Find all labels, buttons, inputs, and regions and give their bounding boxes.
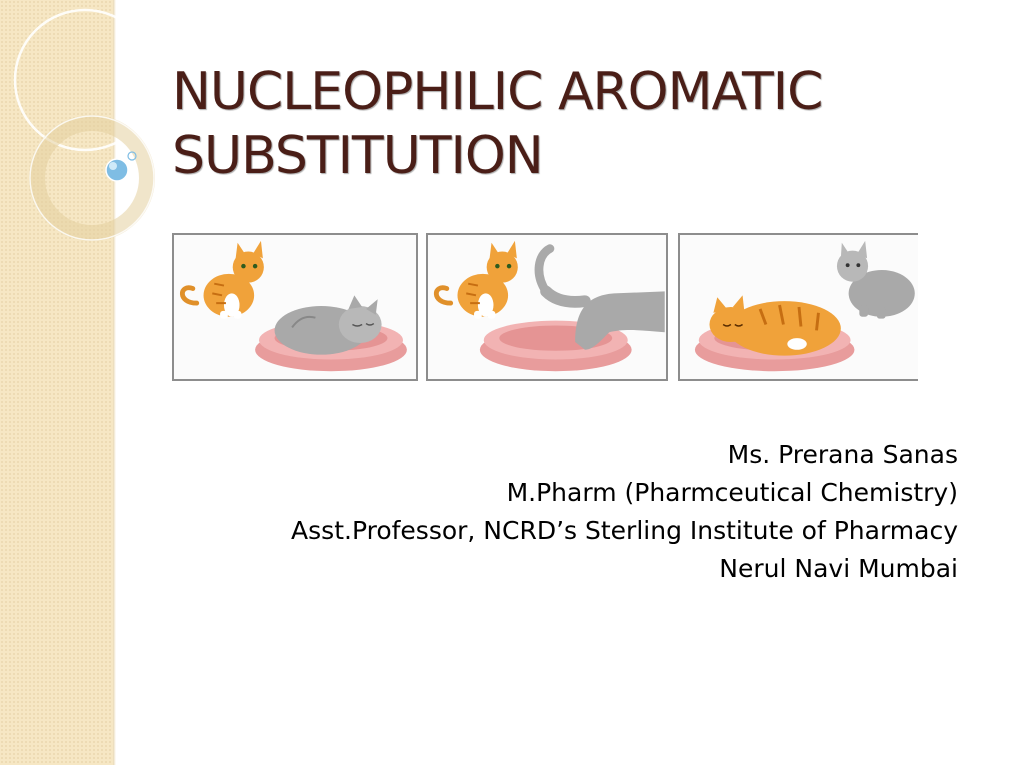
author-info: [291, 436, 958, 588]
comic-panel-1: [172, 233, 418, 381]
orange-cat-sitting: [436, 241, 517, 319]
gray-cat-sitting: [837, 241, 915, 319]
title-line-2: SUBSTITUTION: [172, 126, 543, 186]
panel-2-illustration: [428, 235, 666, 379]
panel-1-illustration: [174, 235, 416, 379]
author-name: Ms. Prerana Sanas: [727, 440, 958, 469]
left-decorative-strip: [0, 0, 113, 765]
panel-3-illustration: [680, 235, 918, 379]
author-degree: M.Pharm (Pharmceutical Chemistry): [506, 478, 958, 507]
strip-edge: [113, 0, 116, 765]
author-position: Asst.Professor, NCRD’s Sterling Institute of Pharmacy: [291, 516, 958, 545]
cat-comic-strip: [172, 233, 918, 383]
author-location: Nerul Navi Mumbai: [719, 554, 958, 583]
orange-cat-sitting: [182, 241, 263, 319]
title-line-1: NUCLEOPHILIC AROMATIC: [172, 62, 823, 122]
comic-panel-2: [426, 233, 668, 381]
comic-panel-3: [678, 233, 918, 381]
slide-title: [172, 60, 972, 188]
